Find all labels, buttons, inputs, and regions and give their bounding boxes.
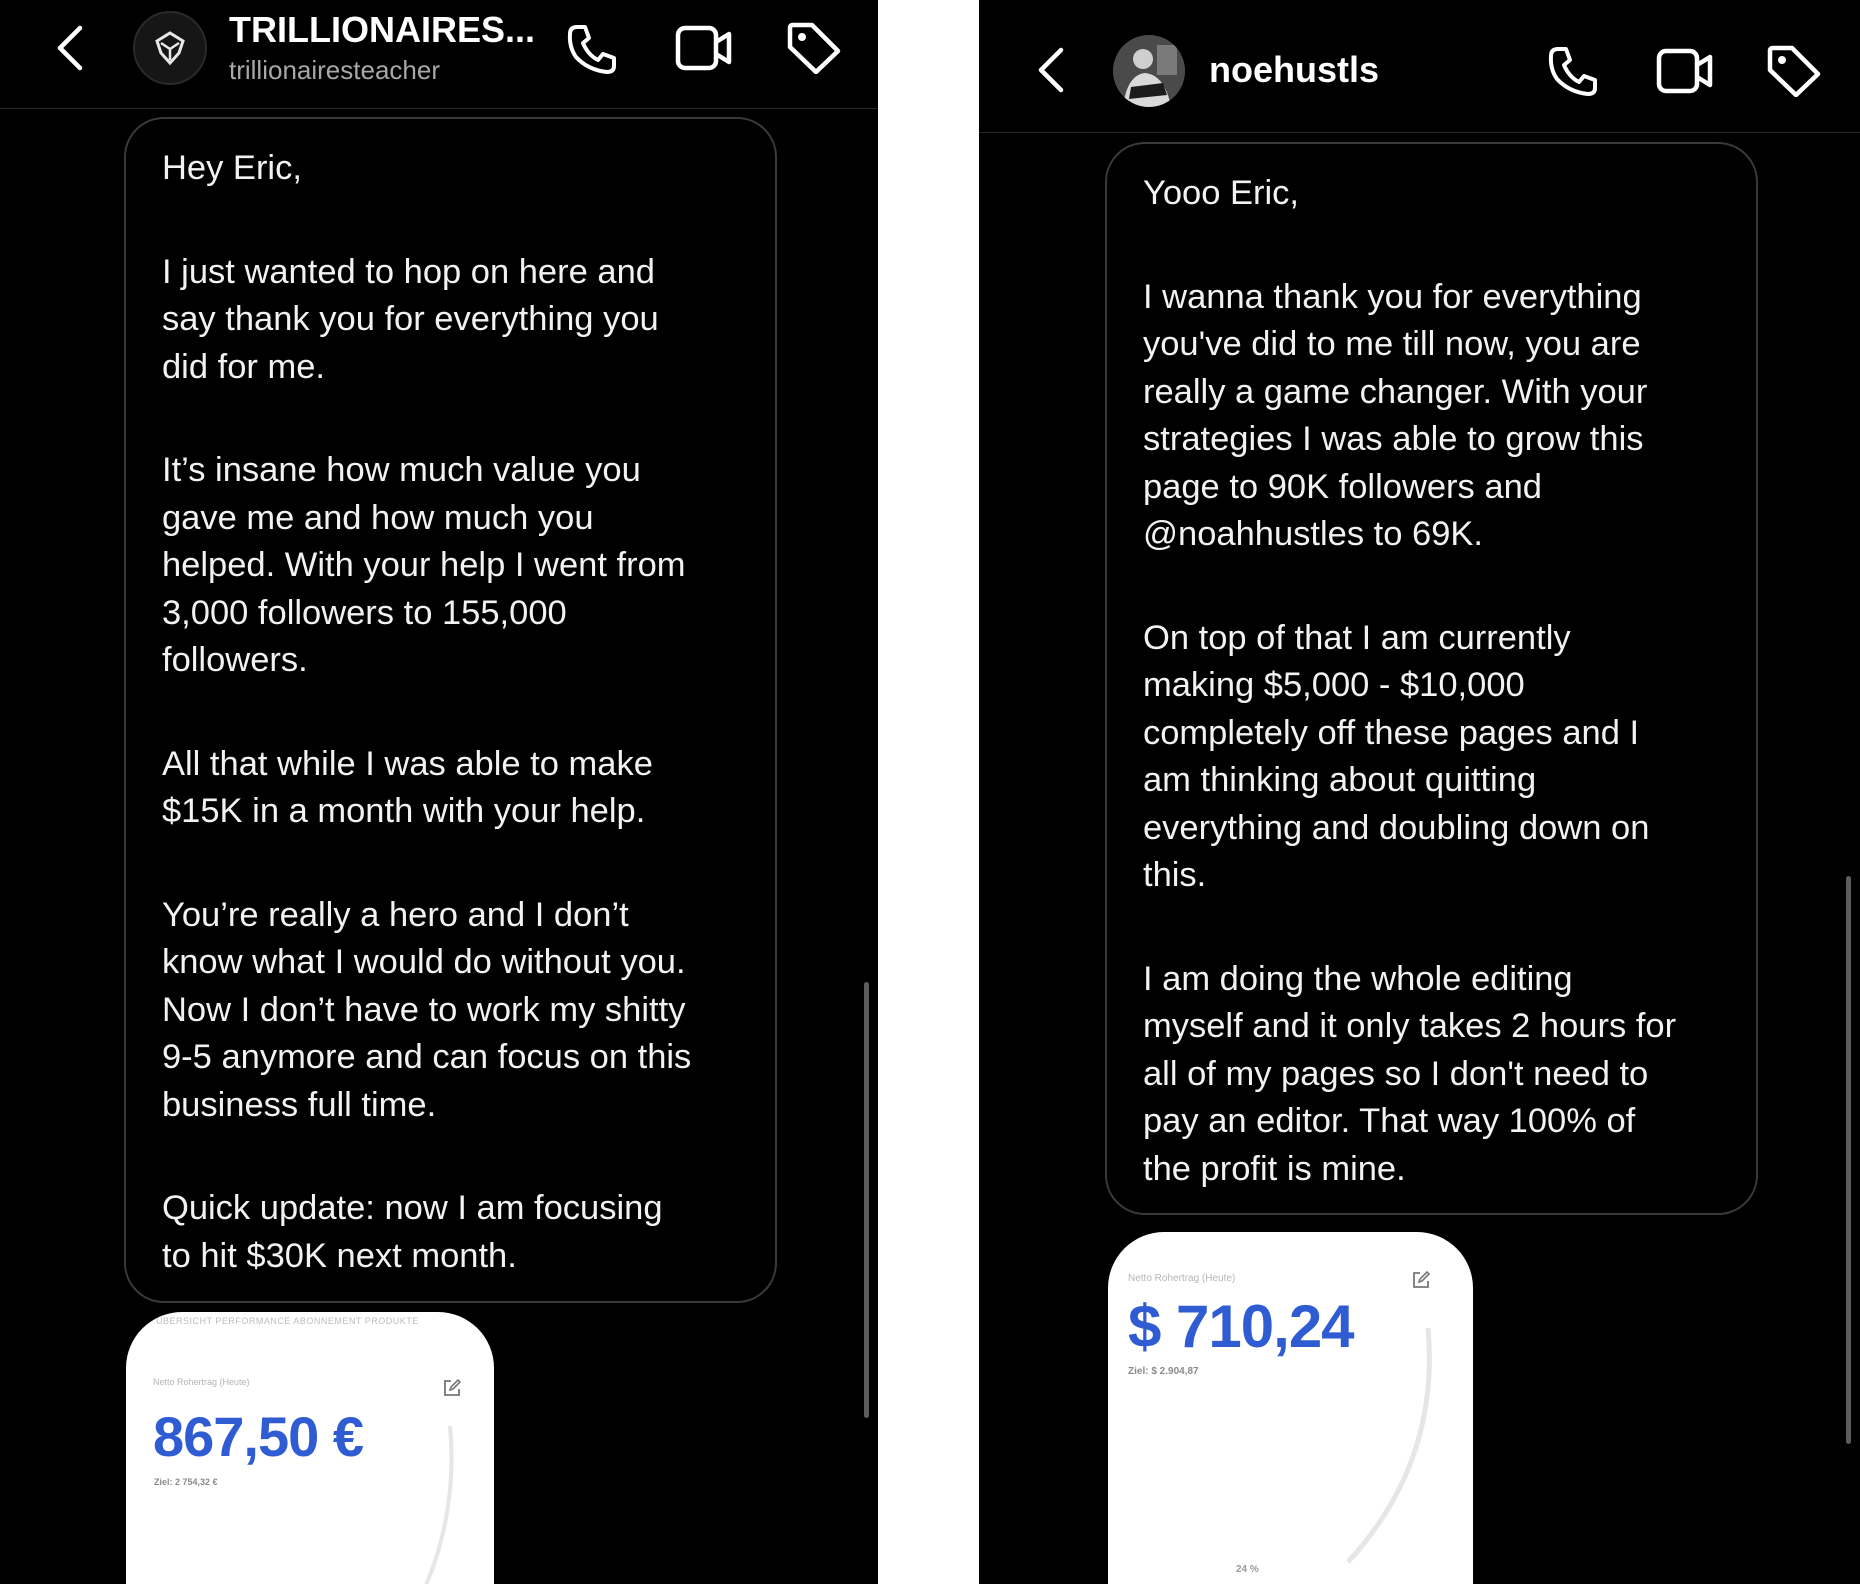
phone-icon[interactable] xyxy=(565,22,619,76)
message-paragraph: Yooo Eric, xyxy=(1143,174,1299,212)
left-chat-screen xyxy=(0,0,878,1584)
progress-arc xyxy=(1328,1322,1448,1572)
message-paragraph: Quick update: now I am focusing to hit $30K next month. xyxy=(162,1189,663,1275)
message-paragraph: I just wanted to hop on here and say thank you for everything you did for me. xyxy=(162,252,659,386)
message-paragraph: I wanna thank you for everything you've did to me till now, you are really a game changer. With your strategies I was able to grow this page to 90K followers and @noahhustles to 69K. xyxy=(1143,277,1648,553)
chat-title[interactable]: TRILLIONAIRES... xyxy=(229,9,535,50)
message-bubble[interactable] xyxy=(1105,142,1758,1215)
message-bubble[interactable] xyxy=(124,117,777,1303)
message-paragraph: It’s insane how much value you gave me and how much you helped. With your help I went from 3,000 followers to 155,000 followers. xyxy=(162,451,686,679)
chevron-left-icon[interactable] xyxy=(52,24,86,72)
profile-photo-icon xyxy=(1113,35,1185,107)
avatar[interactable] xyxy=(1113,35,1185,107)
screenshot-attachment[interactable] xyxy=(126,1312,494,1584)
card-value: 867,50 € xyxy=(153,1405,363,1468)
card-label: Netto Rohertrag (Heute) xyxy=(153,1377,250,1387)
chat-title[interactable]: noehustls xyxy=(1209,49,1380,90)
card-goal: Ziel: 2 754,32 € xyxy=(154,1477,218,1487)
video-icon[interactable] xyxy=(675,24,733,72)
card-goal: Ziel: $ 2.904,87 xyxy=(1128,1366,1199,1377)
progress-arc xyxy=(406,1422,466,1584)
phone-icon[interactable] xyxy=(1546,44,1600,98)
screenshot-attachment[interactable] xyxy=(1108,1232,1473,1584)
card-value: $ 710,24 xyxy=(1128,1293,1354,1360)
card-label: Netto Rohertrag (Heute) xyxy=(1128,1273,1236,1284)
chevron-left-icon[interactable] xyxy=(1033,46,1067,94)
tag-icon[interactable] xyxy=(1766,45,1822,97)
chat-header xyxy=(979,0,1860,133)
edit-icon xyxy=(1411,1270,1431,1290)
chat-header xyxy=(0,0,878,109)
right-chat-screen xyxy=(979,0,1860,1584)
message-paragraph: Hey Eric, xyxy=(162,149,302,187)
message-paragraph: You’re really a hero and I don’t know what I would do without you. Now I don’t have to work my shitty 9-5 anymore and can focus on this business full time. xyxy=(162,895,692,1124)
scrollbar[interactable] xyxy=(1846,876,1851,1444)
tag-icon[interactable] xyxy=(786,22,842,74)
logo-icon xyxy=(135,13,205,83)
card-tabs: ÜBERSICHT PERFORMANCE ABONNEMENT PRODUKTE xyxy=(156,1316,419,1326)
video-icon[interactable] xyxy=(1656,47,1714,95)
scrollbar[interactable] xyxy=(864,982,869,1418)
card-percent: 24 % xyxy=(1236,1564,1259,1575)
chat-username[interactable]: trillionairesteacher xyxy=(229,55,440,85)
message-paragraph: I am doing the whole editing myself and it only takes 2 hours for all of my pages so I don't need to pay an editor. That way 100% of the profit is mine. xyxy=(1143,959,1677,1188)
message-paragraph: All that while I was able to make $15K in a month with your help. xyxy=(162,744,653,830)
message-paragraph: On top of that I am currently making $5,000 - $10,000 completely off these pages and I am thinking about quitting everything and doubling down on this. xyxy=(1143,618,1650,894)
avatar[interactable] xyxy=(133,11,207,85)
edit-icon xyxy=(442,1378,462,1398)
